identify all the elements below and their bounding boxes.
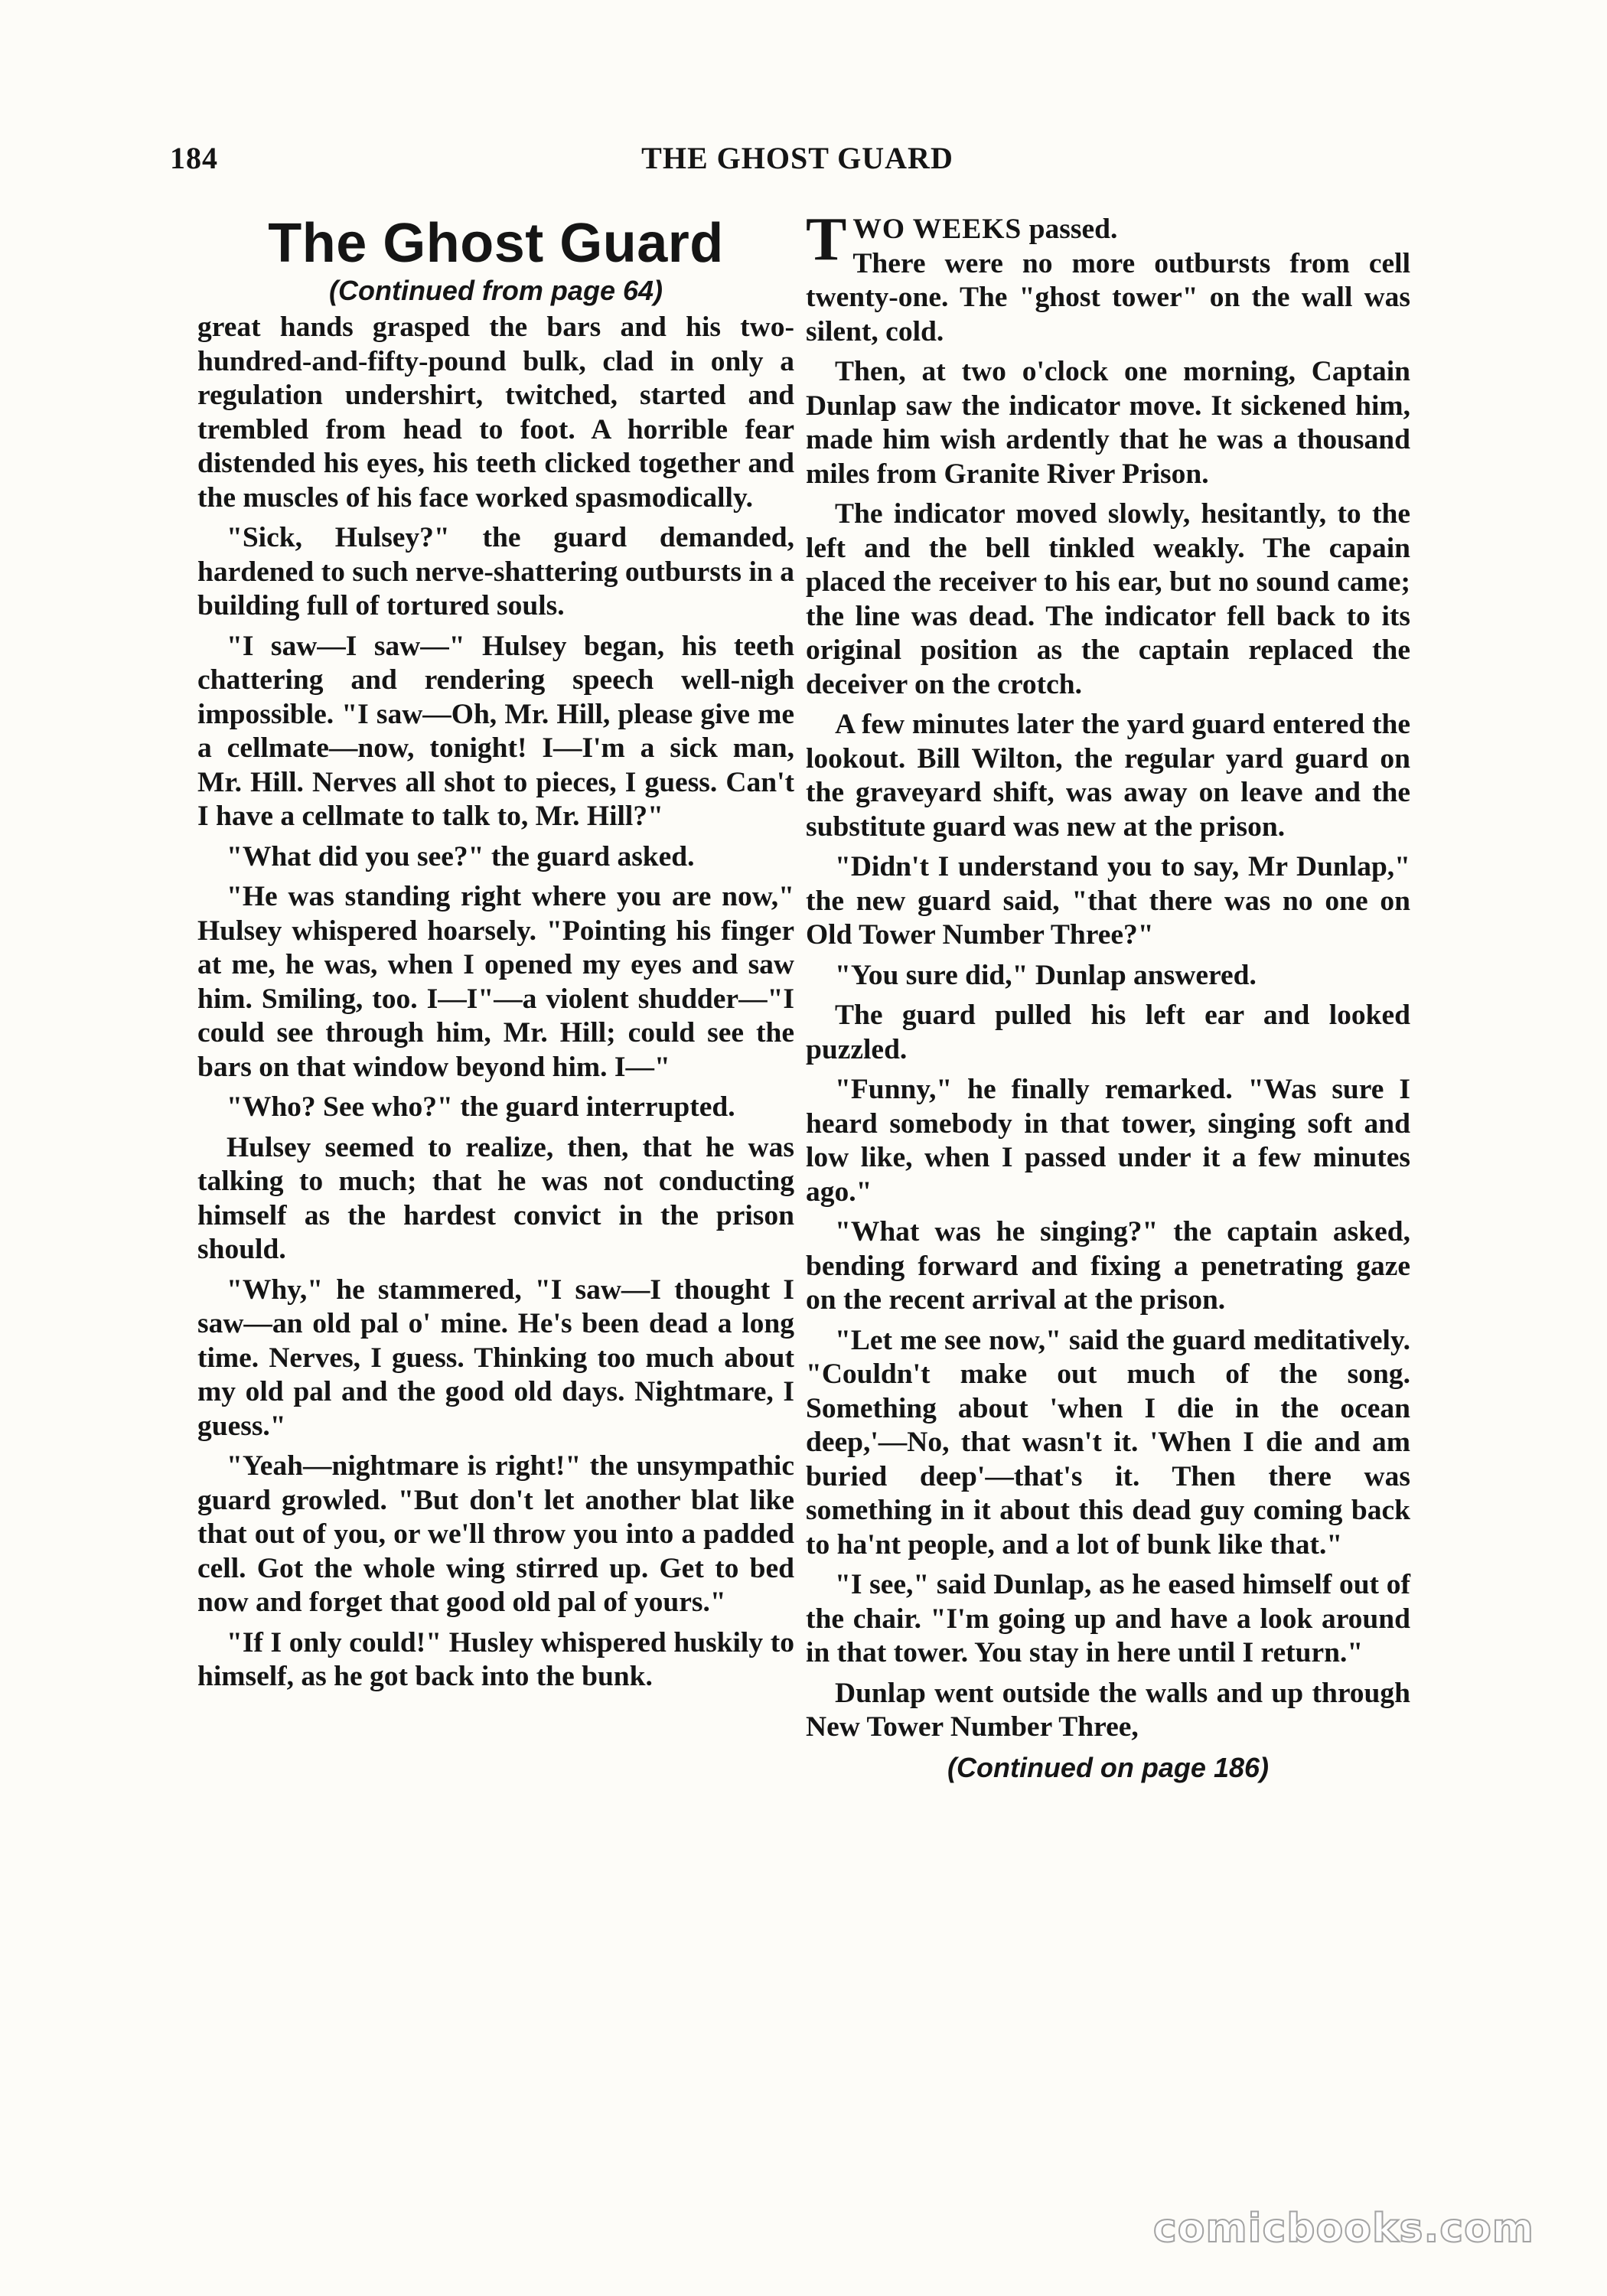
- paragraph: "Who? See who?" the guard interrupted.: [227, 1091, 735, 1123]
- paragraph: "You sure did," Dunlap answered.: [835, 959, 1257, 991]
- continued-from-note: (Continued from page 64): [328, 275, 663, 306]
- opening-rest: passed.: [1022, 214, 1118, 245]
- paragraph: The indicator moved slowly, hesitantly, to the left and the bell tinkled weakly. The capain placed the receiver to his ear, but no sound came; the line was dead. The indicator fell back to its original position as the captain replaced the deceiver on the crotch.: [806, 498, 1410, 700]
- page-number: 184: [170, 141, 218, 175]
- paragraph: Then, at two o'clock one morning, Captain Dunlap saw the indicator move. It sickened him, made him wish ardently that he was a thousand miles from Granite River Prison.: [806, 356, 1410, 490]
- paragraph: "Yeah—nightmare is right!" the unsympathic guard growled. "But don't let another blat like that out of you, or we'll throw you into a padded cell. Got the whole wing stirred up. Get to bed now and forget that good old pal of yours.": [197, 1450, 794, 1618]
- paragraph: A few minutes later the yard guard entered the lookout. Bill Wilton, the regular yard guard on the graveyard shift, was away on leave and the substitute guard was new at the prison.: [806, 709, 1410, 843]
- paragraph: Dunlap went outside the walls and up through New Tower Number Three,: [806, 1677, 1410, 1743]
- paragraph: "If I only could!" Husley whispered huskily to himself, as he got back into the bunk.: [197, 1626, 794, 1692]
- left-column: [197, 213, 794, 1701]
- opening-words: WO WEEKS: [852, 214, 1022, 245]
- paragraph: "Let me see now," said the guard meditatively. "Couldn't make out much of the song. Something about 'when I die in the ocean deep,'—No, that wasn't it. 'When I die and am buried deep'—that's it. Then there was something in it about this dead guy coming back to ha'nt people, and a lot of bunk like that.": [806, 1324, 1410, 1561]
- drop-cap: T: [806, 206, 847, 273]
- continued-on-note: (Continued on page 186): [947, 1751, 1269, 1783]
- running-title: THE GHOST GUARD: [641, 141, 953, 175]
- paragraph: Hulsey seemed to realize, then, that he was talking to much; that he was not conducting himself as the hardest convict in the prison should.: [197, 1131, 794, 1265]
- paragraph: The guard pulled his left ear and looked puzzled.: [806, 1000, 1410, 1065]
- paragraph: "I saw—I saw—" Hulsey began, his teeth chattering and rendering speech well-nigh impossible. "I saw—Oh, Mr. Hill, please give me a cellmate—now, tonight! I—I'm a sick man, Mr. Hill. Nerves all shot to pieces, I guess. Can't I have a cellmate to talk to, Mr. Hill?": [197, 630, 794, 832]
- paragraph: "Didn't I understand you to say, Mr Dunlap," the new guard said, "that there was no one on Old Tower Number Three?": [806, 851, 1410, 951]
- watermark: comicbooks.com: [1152, 2206, 1534, 2252]
- article-title: The Ghost Guard: [268, 213, 724, 274]
- paragraph: "I see," said Dunlap, as he eased himself out of the chair. "I'm going up and have a look around in that tower. You stay in here until I return.": [806, 1569, 1410, 1668]
- paragraph: "Why," he stammered, "I saw—I thought I saw—an old pal o' mine. He's been dead a long time. Nerves, I guess. Thinking too much about my old pal and the good old days. Nightmare, I guess.": [197, 1274, 794, 1442]
- section-opening: [806, 206, 1410, 349]
- paragraph: "What did you see?" the guard asked.: [227, 840, 695, 872]
- paragraph: There were no more outbursts from cell twenty-one. The "ghost tower" on the wall was silent, cold.: [806, 247, 1410, 347]
- paragraph: "He was standing right where you are now," Hulsey whispered hoarsely. "Pointing his finger at me, he was, when I opened my eyes and saw him. Smiling, too. I—I"—a violent shudder—"I could see through him, Mr. Hill; could see the bars on that window beyond him. I—": [197, 881, 794, 1083]
- paragraph: "Sick, Hulsey?" the guard demanded, hardened to such nerve-shattering outbursts in a building full of tortured souls.: [197, 522, 794, 621]
- paragraph: "Funny," he finally remarked. "Was sure I heard somebody in that tower, singing soft and low like, when I passed under it a few minutes ago.": [806, 1074, 1410, 1208]
- running-head: [170, 140, 1425, 186]
- paragraph: great hands grasped the bars and his two-hundred-and-fifty-pound bulk, clad in only a regulation undershirt, twitched, started and trembled from head to foot. A horrible fear distended his eyes, his teeth clicked together and the muscles of his face worked spasmodically.: [197, 311, 794, 514]
- paragraph: "What was he singing?" the captain asked, bending forward and fixing a penetrating gaze on the recent arrival at the prison.: [806, 1216, 1410, 1316]
- right-column: [806, 206, 1410, 1785]
